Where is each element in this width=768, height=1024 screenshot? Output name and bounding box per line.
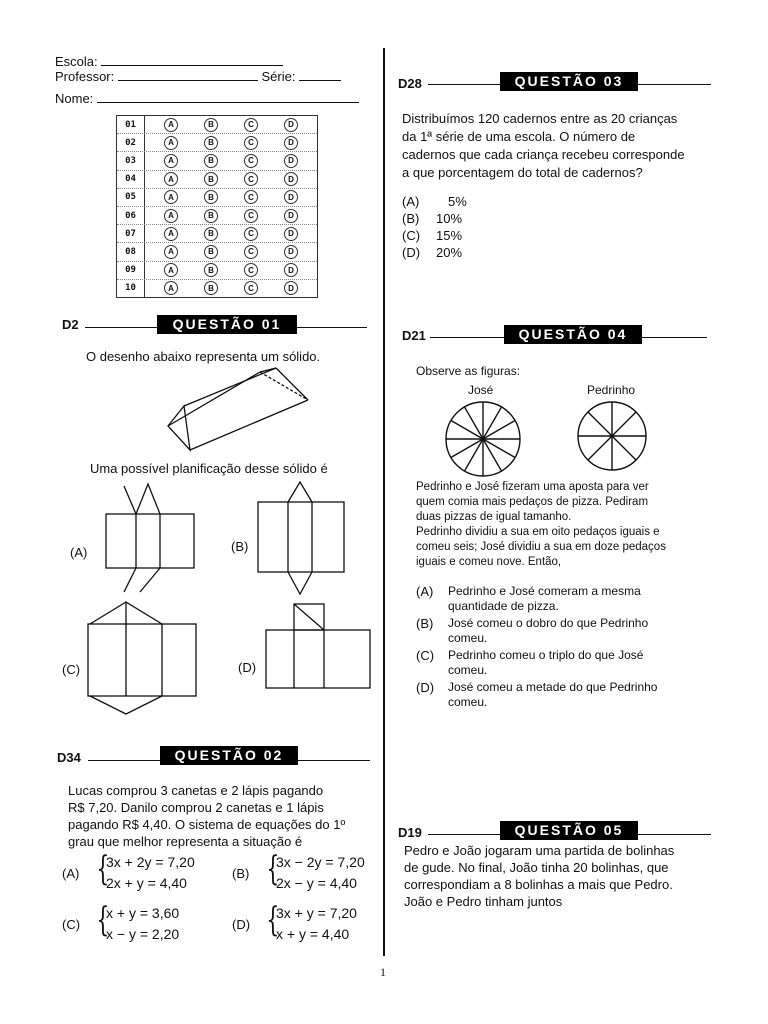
answer-grid-row	[117, 225, 317, 243]
answer-grid-row-number: 09	[117, 262, 145, 279]
option-label: (B)	[402, 211, 420, 226]
q4-banner: QUESTÃO 04	[504, 325, 642, 344]
answer-bubble[interactable]: B	[204, 209, 218, 223]
school-label: Escola:	[55, 54, 98, 69]
q2-statement	[68, 782, 368, 850]
grade-blank[interactable]	[299, 68, 341, 81]
answer-grid-row	[117, 280, 317, 297]
q3-banner: QUESTÃO 03	[500, 72, 638, 91]
answer-bubble[interactable]: C	[244, 209, 258, 223]
answer-bubble[interactable]: D	[284, 190, 298, 204]
answer-grid-row	[117, 171, 317, 189]
q2-line: R$ 7,20. Danilo comprou 2 canetas e 1 lápis	[68, 800, 324, 815]
q3-rule-right	[638, 84, 711, 85]
q2-line: Lucas comprou 3 canetas e 2 lápis pagando	[68, 783, 324, 798]
q2-option-b-label: (B)	[232, 866, 250, 881]
q5-line: Pedro e João jogaram uma partida de bolinhas	[404, 843, 675, 858]
answer-bubble[interactable]: C	[244, 190, 258, 204]
q1-option-c-label: (C)	[62, 662, 81, 677]
answer-bubble[interactable]: B	[204, 154, 218, 168]
answer-bubble[interactable]: C	[244, 281, 258, 295]
equation: x − y = 2,20	[106, 926, 180, 942]
q5-statement	[404, 842, 714, 910]
q5-banner: QUESTÃO 05	[500, 821, 638, 840]
option-line: comeu.	[448, 695, 488, 709]
q4-line: comeu seis; José dividiu a sua em doze pedaços	[416, 541, 666, 553]
q2-option-b-system[interactable]	[276, 852, 365, 894]
q4-line: duas pizzas de igual tamanho.	[416, 511, 572, 523]
q2-rule-right	[298, 760, 370, 761]
option-text: 5%	[448, 194, 467, 209]
teacher-label: Professor:	[55, 69, 115, 84]
q2-option-c-label: (C)	[62, 917, 81, 932]
pedrinho-pizza-8-slices	[576, 400, 648, 472]
answer-bubble[interactable]: B	[204, 227, 218, 241]
q4-line: quem comia mais pedaços de pizza. Pediram	[416, 496, 649, 508]
answer-grid-row	[117, 152, 317, 170]
answer-grid-options	[145, 116, 317, 133]
net-option-d[interactable]	[264, 602, 374, 692]
q3-line: da 1ª série de uma escola. O número de	[402, 129, 636, 144]
answer-grid-row-number: 10	[117, 280, 145, 297]
pizza-slice-line	[588, 436, 612, 460]
answer-grid-row	[117, 262, 317, 280]
q3-rule-left	[428, 84, 500, 85]
option-text: 20%	[436, 245, 463, 260]
equation: x + y = 4,40	[276, 926, 350, 942]
option-line: José comeu o dobro do que Pedrinho	[448, 616, 649, 630]
q1-rule-right	[297, 327, 367, 328]
answer-bubble[interactable]: B	[204, 118, 218, 132]
equation: 2x + y = 4,40	[106, 875, 187, 891]
option-text: 15%	[436, 228, 463, 243]
answer-grid-row-number: 04	[117, 171, 145, 188]
option-line: Pedrinho comeu o triplo do que José	[448, 648, 644, 662]
answer-bubble[interactable]: A	[164, 245, 178, 259]
answer-bubble[interactable]: A	[164, 118, 178, 132]
answer-grid-options	[145, 189, 317, 206]
option-label: (A)	[402, 194, 420, 209]
answer-grid-options	[145, 225, 317, 242]
q2-option-c-system[interactable]	[106, 903, 179, 945]
q4-rule-left	[430, 337, 504, 338]
answer-bubble[interactable]: A	[164, 154, 178, 168]
answer-grid-row-number: 07	[117, 225, 145, 242]
q3-descriptor: D28	[398, 76, 422, 91]
column-divider	[383, 48, 385, 956]
answer-bubble[interactable]: D	[284, 209, 298, 223]
answer-grid-options	[145, 152, 317, 169]
answer-grid-row	[117, 207, 317, 225]
net-option-b[interactable]	[256, 480, 346, 596]
q3-option-a[interactable]	[402, 194, 467, 209]
name-blank[interactable]	[97, 90, 359, 103]
option-line: José comeu a metade do que Pedrinho	[448, 680, 658, 694]
q2-option-a-system[interactable]	[106, 852, 195, 894]
answer-grid-row-number: 01	[117, 116, 145, 133]
pizza-slice-line	[612, 412, 636, 436]
q4-line: Pedrinho dividiu a sua em oito pedaços iguais e	[416, 526, 660, 538]
option-label: (C)	[402, 228, 421, 243]
answer-bubble[interactable]: C	[244, 227, 258, 241]
answer-bubble[interactable]: D	[284, 245, 298, 259]
answer-grid-row-number: 05	[117, 189, 145, 206]
equation: 3x − 2y = 7,20	[276, 854, 365, 870]
equation: 3x + 2y = 7,20	[106, 854, 195, 870]
answer-grid-options	[145, 171, 317, 188]
q2-option-d-system[interactable]	[276, 903, 357, 945]
page-number: 1	[380, 965, 386, 979]
q5-rule-right	[638, 834, 711, 835]
answer-grid-options	[145, 207, 317, 224]
answer-bubble[interactable]: D	[284, 136, 298, 150]
equation: x + y = 3,60	[106, 905, 180, 921]
option-line: comeu.	[448, 631, 488, 645]
q2-banner: QUESTÃO 02	[160, 746, 298, 765]
option-text	[448, 584, 714, 614]
option-line: comeu.	[448, 663, 488, 677]
option-text	[448, 648, 714, 678]
q1-banner: QUESTÃO 01	[157, 315, 297, 334]
option-text: 10%	[436, 211, 463, 226]
answer-bubble[interactable]: A	[164, 227, 178, 241]
option-line: Pedrinho e José comeram a mesma	[448, 584, 641, 598]
answer-grid-row	[117, 189, 317, 207]
answer-grid-row-number: 03	[117, 152, 145, 169]
q2-line: pagando R$ 4,40. O sistema de equações do 1º	[68, 817, 346, 832]
q5-line: de gude. No final, João tinha 20 bolinhas, que	[404, 860, 669, 875]
answer-bubble[interactable]: B	[204, 263, 218, 277]
prism-figure	[160, 366, 320, 452]
q1-rule-left	[85, 327, 157, 328]
answer-bubble[interactable]: A	[164, 190, 178, 204]
q3-option-c[interactable]	[402, 228, 462, 243]
q4-line: Pedrinho e José fizeram uma aposta para ver	[416, 481, 649, 493]
answer-bubble[interactable]: B	[204, 136, 218, 150]
option-label: (D)	[416, 680, 435, 695]
q4-rule-right	[642, 337, 707, 338]
answer-grid-row-number: 06	[117, 207, 145, 224]
answer-bubble[interactable]: D	[284, 172, 298, 186]
jose-label: José	[468, 383, 494, 397]
option-text	[448, 616, 714, 646]
answer-bubble[interactable]: B	[204, 190, 218, 204]
q1-option-d-label: (D)	[238, 660, 257, 675]
answer-bubble[interactable]: D	[284, 118, 298, 132]
pizza-slice-line	[588, 412, 612, 436]
answer-grid-options	[145, 243, 317, 260]
answer-grid-row-number: 02	[117, 134, 145, 151]
q4-line: iguais e comeu nove. Então,	[416, 556, 562, 568]
net-option-c[interactable]	[86, 600, 198, 716]
q1-prompt: Uma possível planificação desse sólido é	[90, 461, 328, 476]
equation: 3x + y = 7,20	[276, 905, 357, 921]
teacher-blank[interactable]	[118, 68, 258, 81]
jose-pizza-12-slices	[444, 400, 522, 478]
equation: 2x − y = 4,40	[276, 875, 357, 891]
option-line: quantidade de pizza.	[448, 599, 559, 613]
answer-bubble[interactable]: D	[284, 263, 298, 277]
name-label: Nome:	[55, 91, 94, 106]
answer-bubble[interactable]: C	[244, 136, 258, 150]
grade-label: Série:	[261, 69, 296, 84]
pedrinho-label: Pedrinho	[587, 383, 636, 397]
q5-line: correspondiam a 8 bolinhas a mais que Pedro.	[404, 877, 673, 892]
answer-bubble[interactable]: B	[204, 245, 218, 259]
answer-bubble[interactable]: C	[244, 172, 258, 186]
answer-bubble[interactable]: A	[164, 209, 178, 223]
q1-option-b-label: (B)	[231, 539, 249, 554]
answer-grid-row	[117, 243, 317, 261]
q2-descriptor: D34	[57, 750, 81, 765]
q3-line: a que porcentagem do total de cadernos?	[402, 165, 643, 180]
name-field	[55, 90, 359, 106]
answer-bubble[interactable]: D	[284, 154, 298, 168]
answer-bubble[interactable]: D	[284, 227, 298, 241]
answer-bubble[interactable]: A	[164, 136, 178, 150]
brace-icon: {	[266, 900, 280, 940]
q1-descriptor: D2	[62, 317, 79, 332]
option-label: (C)	[416, 648, 435, 663]
option-label: (D)	[402, 245, 421, 260]
answer-grid-row-number: 08	[117, 243, 145, 260]
teacher-field	[55, 68, 341, 84]
answer-grid-row	[117, 134, 317, 152]
answer-bubble[interactable]: C	[244, 263, 258, 277]
q5-descriptor: D19	[398, 825, 422, 840]
brace-icon: {	[266, 849, 280, 889]
school-blank[interactable]	[101, 53, 283, 66]
answer-grid	[116, 115, 318, 298]
q2-option-a-label: (A)	[62, 866, 80, 881]
answer-grid-options	[145, 262, 317, 279]
q2-line: grau que melhor representa a situação é	[68, 834, 303, 849]
q1-option-a-label: (A)	[70, 545, 88, 560]
q3-option-b[interactable]	[402, 211, 462, 226]
q5-rule-left	[428, 834, 500, 835]
answer-bubble[interactable]: A	[164, 281, 178, 295]
net-option-a[interactable]	[100, 482, 200, 594]
q2-option-d-label: (D)	[232, 917, 251, 932]
q4-intro: Observe as figuras:	[416, 364, 521, 378]
answer-bubble[interactable]: A	[164, 172, 178, 186]
answer-bubble[interactable]: C	[244, 245, 258, 259]
answer-bubble[interactable]: B	[204, 172, 218, 186]
q4-statement	[416, 480, 696, 570]
q1-intro: O desenho abaixo representa um sólido.	[86, 349, 321, 364]
q4-descriptor: D21	[402, 328, 426, 343]
q3-line: Distribuímos 120 cadernos entre as 20 crianças	[402, 111, 678, 126]
answer-bubble[interactable]: C	[244, 118, 258, 132]
answer-bubble[interactable]: B	[204, 281, 218, 295]
option-text	[448, 680, 714, 710]
q5-line: João e Pedro tinham juntos	[404, 894, 563, 909]
q3-statement	[402, 110, 712, 182]
school-field	[55, 53, 283, 69]
answer-grid-options	[145, 280, 317, 297]
q2-rule-left	[88, 760, 160, 761]
brace-icon: {	[96, 900, 110, 940]
option-label: (A)	[416, 584, 434, 599]
answer-grid-row	[117, 116, 317, 134]
answer-bubble[interactable]: C	[244, 154, 258, 168]
option-label: (B)	[416, 616, 434, 631]
answer-bubble[interactable]: A	[164, 263, 178, 277]
answer-bubble[interactable]: D	[284, 281, 298, 295]
q3-line: cadernos que cada criança recebeu corresponde	[402, 147, 685, 162]
answer-grid-options	[145, 134, 317, 151]
q3-option-d[interactable]	[402, 245, 462, 260]
pizza-slice-line	[612, 436, 636, 460]
brace-icon: {	[96, 849, 110, 889]
